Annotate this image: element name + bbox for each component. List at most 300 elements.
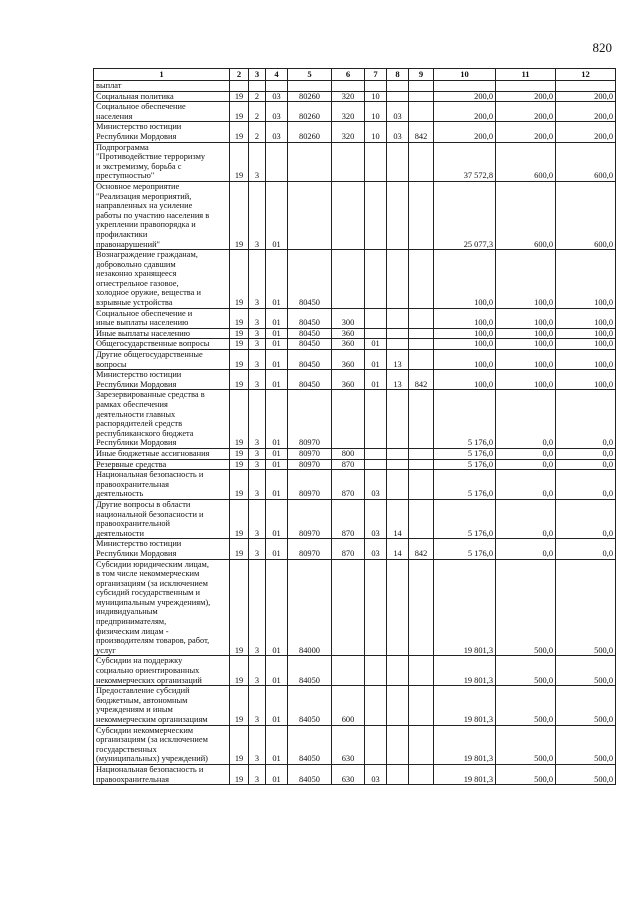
code-cell: 80970 [288, 459, 332, 470]
code-cell: 360 [332, 350, 365, 370]
row-name: Министерство юстиции Республики Мордовия [94, 370, 230, 390]
code-cell: 19 [230, 102, 249, 122]
code-cell [365, 142, 387, 181]
amount-cell: 600,0 [496, 181, 556, 249]
column-header-5: 5 [288, 69, 332, 81]
code-cell: 03 [365, 764, 387, 784]
code-cell: 3 [249, 539, 266, 559]
code-cell [365, 686, 387, 725]
row-name: Субсидии юридическим лицам, в том числе некоммерческим организациям (за исключением субсидий государственным и муниципальным учреждениям), индивидуальным предпринимателям, физическим лицам - производителям товаров, работ, услуг [94, 559, 230, 656]
code-cell: 84050 [288, 725, 332, 764]
code-cell: 03 [365, 539, 387, 559]
code-cell: 19 [230, 470, 249, 500]
amount-cell: 500,0 [496, 686, 556, 725]
amount-cell: 0,0 [556, 499, 616, 538]
code-cell: 01 [266, 250, 288, 309]
code-cell: 01 [266, 764, 288, 784]
table-cell [496, 81, 556, 92]
amount-cell: 500,0 [556, 764, 616, 784]
amount-cell: 0,0 [496, 470, 556, 500]
code-cell: 19 [230, 448, 249, 459]
code-cell: 01 [266, 539, 288, 559]
row-name: Предоставление субсидий бюджетным, автономным учреждениям и иным некоммерческим организациям [94, 686, 230, 725]
code-cell: 01 [365, 370, 387, 390]
code-cell: 870 [332, 459, 365, 470]
code-cell: 13 [387, 350, 409, 370]
amount-cell: 5 176,0 [434, 448, 496, 459]
code-cell: 03 [387, 122, 409, 142]
row-name: Вознаграждение гражданам, добровольно сдавшим незаконно хранящееся огнестрельное газовое, холодное оружие, вещества и взрывные устройства [94, 250, 230, 309]
code-cell: 03 [266, 91, 288, 102]
table-row [94, 250, 616, 309]
table-row [94, 470, 616, 500]
code-cell: 80970 [288, 448, 332, 459]
code-cell: 3 [249, 448, 266, 459]
code-cell: 3 [249, 250, 266, 309]
code-cell: 3 [249, 370, 266, 390]
code-cell [288, 142, 332, 181]
table-row [94, 764, 616, 784]
amount-cell: 100,0 [496, 308, 556, 328]
row-name: Иные бюджетные ассигнования [94, 448, 230, 459]
table-row [94, 390, 616, 449]
code-cell: 80450 [288, 308, 332, 328]
code-cell [288, 181, 332, 249]
amount-cell: 200,0 [496, 102, 556, 122]
code-cell: 19 [230, 725, 249, 764]
code-cell: 3 [249, 308, 266, 328]
code-cell: 300 [332, 308, 365, 328]
row-name: Социальное обеспечение и иные выплаты населению [94, 308, 230, 328]
amount-cell: 100,0 [556, 328, 616, 339]
code-cell: 84000 [288, 559, 332, 656]
code-cell: 80260 [288, 122, 332, 142]
code-cell [409, 339, 434, 350]
code-cell: 80970 [288, 539, 332, 559]
table-row [94, 181, 616, 249]
code-cell [332, 181, 365, 249]
table-row [94, 102, 616, 122]
code-cell: 01 [266, 390, 288, 449]
amount-cell: 19 801,3 [434, 559, 496, 656]
code-cell [365, 448, 387, 459]
code-cell: 80970 [288, 470, 332, 500]
code-cell: 19 [230, 390, 249, 449]
table-row [94, 91, 616, 102]
column-header-3: 3 [249, 69, 266, 81]
code-cell: 320 [332, 91, 365, 102]
table-row [94, 686, 616, 725]
amount-cell: 200,0 [556, 102, 616, 122]
code-cell [387, 328, 409, 339]
amount-cell: 0,0 [556, 390, 616, 449]
table-cell [387, 81, 409, 92]
code-cell: 19 [230, 499, 249, 538]
amount-cell: 0,0 [496, 459, 556, 470]
code-cell: 01 [365, 339, 387, 350]
code-cell: 03 [365, 499, 387, 538]
code-cell: 13 [387, 370, 409, 390]
amount-cell: 500,0 [496, 656, 556, 686]
code-cell: 870 [332, 499, 365, 538]
amount-cell: 600,0 [556, 181, 616, 249]
code-cell: 01 [266, 470, 288, 500]
table-row [94, 499, 616, 538]
table-header-row [94, 69, 616, 81]
code-cell [409, 559, 434, 656]
amount-cell: 0,0 [556, 470, 616, 500]
code-cell: 3 [249, 499, 266, 538]
code-cell [387, 142, 409, 181]
code-cell [332, 250, 365, 309]
code-cell [409, 448, 434, 459]
amount-cell: 500,0 [556, 656, 616, 686]
code-cell: 84050 [288, 656, 332, 686]
column-header-7: 7 [365, 69, 387, 81]
code-cell [387, 91, 409, 102]
amount-cell: 5 176,0 [434, 470, 496, 500]
code-cell: 19 [230, 122, 249, 142]
code-cell: 3 [249, 656, 266, 686]
code-cell: 19 [230, 328, 249, 339]
table-row [94, 539, 616, 559]
code-cell [409, 459, 434, 470]
code-cell [387, 764, 409, 784]
amount-cell: 500,0 [496, 725, 556, 764]
code-cell: 842 [409, 539, 434, 559]
code-cell: 19 [230, 350, 249, 370]
code-cell [409, 91, 434, 102]
code-cell [409, 764, 434, 784]
code-cell [365, 250, 387, 309]
row-name: Другие вопросы в области национальной безопасности и правоохранительной деятельности [94, 499, 230, 538]
amount-cell: 5 176,0 [434, 390, 496, 449]
code-cell: 80450 [288, 328, 332, 339]
code-cell: 19 [230, 686, 249, 725]
code-cell: 80450 [288, 250, 332, 309]
amount-cell: 0,0 [496, 499, 556, 538]
amount-cell: 100,0 [496, 370, 556, 390]
amount-cell: 200,0 [556, 91, 616, 102]
table-row [94, 448, 616, 459]
code-cell [409, 725, 434, 764]
amount-cell: 100,0 [434, 350, 496, 370]
code-cell: 01 [266, 370, 288, 390]
amount-cell: 5 176,0 [434, 459, 496, 470]
table-row [94, 656, 616, 686]
code-cell: 01 [266, 559, 288, 656]
code-cell [409, 350, 434, 370]
amount-cell: 600,0 [556, 142, 616, 181]
table-row [94, 308, 616, 328]
row-name: Общегосударственные вопросы [94, 339, 230, 350]
table-cell [434, 81, 496, 92]
code-cell: 01 [266, 181, 288, 249]
code-cell: 2 [249, 122, 266, 142]
code-cell: 360 [332, 328, 365, 339]
code-cell: 19 [230, 370, 249, 390]
code-cell: 19 [230, 250, 249, 309]
table-cell [266, 81, 288, 92]
column-header-9: 9 [409, 69, 434, 81]
amount-cell: 0,0 [556, 539, 616, 559]
table-cell [230, 81, 249, 92]
row-name: Подпрограмма "Противодействие терроризму и экстремизму, борьба с преступностью" [94, 142, 230, 181]
code-cell: 800 [332, 448, 365, 459]
code-cell: 19 [230, 764, 249, 784]
code-cell [365, 459, 387, 470]
code-cell: 360 [332, 339, 365, 350]
code-cell: 360 [332, 370, 365, 390]
amount-cell: 200,0 [434, 91, 496, 102]
code-cell [365, 559, 387, 656]
code-cell: 01 [365, 350, 387, 370]
amount-cell: 500,0 [556, 559, 616, 656]
code-cell [409, 102, 434, 122]
table-row [94, 350, 616, 370]
code-cell: 3 [249, 459, 266, 470]
code-cell: 3 [249, 764, 266, 784]
code-cell [387, 459, 409, 470]
column-header-6: 6 [332, 69, 365, 81]
amount-cell: 100,0 [434, 308, 496, 328]
table-row [94, 142, 616, 181]
code-cell [409, 142, 434, 181]
row-name: Министерство юстиции Республики Мордовия [94, 122, 230, 142]
row-name: Зарезервированные средства в рамках обеспечения деятельности главных распорядителей средств республиканского бюджета Республики Мордовия [94, 390, 230, 449]
code-cell: 80260 [288, 91, 332, 102]
code-cell: 19 [230, 559, 249, 656]
row-name: Субсидии на поддержку социально ориентированных некоммерческих организаций [94, 656, 230, 686]
code-cell: 3 [249, 181, 266, 249]
code-cell: 80450 [288, 350, 332, 370]
code-cell: 01 [266, 656, 288, 686]
amount-cell: 500,0 [556, 725, 616, 764]
code-cell: 320 [332, 122, 365, 142]
code-cell: 19 [230, 539, 249, 559]
code-cell: 10 [365, 122, 387, 142]
amount-cell: 200,0 [496, 91, 556, 102]
code-cell: 03 [266, 102, 288, 122]
table-row [94, 122, 616, 142]
amount-cell: 37 572,8 [434, 142, 496, 181]
row-name: Национальная безопасность и правоохранительная [94, 764, 230, 784]
code-cell: 2 [249, 102, 266, 122]
amount-cell: 100,0 [496, 250, 556, 309]
code-cell: 01 [266, 350, 288, 370]
code-cell: 01 [266, 308, 288, 328]
row-name: Министерство юстиции Республики Мордовия [94, 539, 230, 559]
amount-cell: 100,0 [556, 370, 616, 390]
code-cell: 3 [249, 350, 266, 370]
code-cell: 3 [249, 328, 266, 339]
code-cell: 842 [409, 370, 434, 390]
amount-cell: 200,0 [434, 122, 496, 142]
column-header-11: 11 [496, 69, 556, 81]
code-cell [409, 499, 434, 538]
code-cell: 14 [387, 499, 409, 538]
row-name: Социальная политика [94, 91, 230, 102]
code-cell [387, 390, 409, 449]
column-header-10: 10 [434, 69, 496, 81]
code-cell: 19 [230, 91, 249, 102]
code-cell [409, 470, 434, 500]
amount-cell: 200,0 [556, 122, 616, 142]
table-row [94, 339, 616, 350]
amount-cell: 100,0 [556, 250, 616, 309]
table-cell [365, 81, 387, 92]
code-cell: 600 [332, 686, 365, 725]
code-cell [387, 308, 409, 328]
code-cell: 842 [409, 122, 434, 142]
code-cell: 80450 [288, 339, 332, 350]
amount-cell: 5 176,0 [434, 499, 496, 538]
code-cell: 01 [266, 499, 288, 538]
code-cell [332, 390, 365, 449]
amount-cell: 100,0 [496, 339, 556, 350]
amount-cell: 100,0 [556, 339, 616, 350]
amount-cell: 100,0 [496, 350, 556, 370]
row-name: Другие общегосударственные вопросы [94, 350, 230, 370]
amount-cell: 500,0 [496, 764, 556, 784]
row-name: Социальное обеспечение населения [94, 102, 230, 122]
amount-cell: 100,0 [556, 308, 616, 328]
code-cell: 19 [230, 181, 249, 249]
column-header-2: 2 [230, 69, 249, 81]
table-row [94, 459, 616, 470]
amount-cell: 600,0 [496, 142, 556, 181]
table-cell [409, 81, 434, 92]
code-cell: 19 [230, 656, 249, 686]
code-cell [365, 725, 387, 764]
code-cell [387, 181, 409, 249]
code-cell: 870 [332, 539, 365, 559]
column-header-4: 4 [266, 69, 288, 81]
amount-cell: 500,0 [556, 686, 616, 725]
code-cell: 01 [266, 686, 288, 725]
code-cell: 3 [249, 686, 266, 725]
amount-cell: 100,0 [434, 339, 496, 350]
budget-table [93, 68, 616, 785]
code-cell [387, 448, 409, 459]
amount-cell: 0,0 [556, 459, 616, 470]
code-cell: 03 [387, 102, 409, 122]
code-cell [387, 725, 409, 764]
code-cell: 80260 [288, 102, 332, 122]
row-name: Основное мероприятие "Реализация мероприятий, направленных на усиление работы по участию населения в укреплении правопорядка и профилактики правонарушений" [94, 181, 230, 249]
code-cell: 3 [249, 470, 266, 500]
code-cell: 630 [332, 725, 365, 764]
continuation-row [94, 81, 616, 92]
code-cell [266, 142, 288, 181]
table-row [94, 725, 616, 764]
code-cell [409, 390, 434, 449]
table-cell [249, 81, 266, 92]
code-cell [332, 142, 365, 181]
continuation-text: выплат [94, 81, 230, 92]
amount-cell: 19 801,3 [434, 656, 496, 686]
code-cell: 80970 [288, 499, 332, 538]
code-cell: 2 [249, 91, 266, 102]
row-name: Субсидии некоммерческим организациям (за исключением государственных (муниципальных) учреждений) [94, 725, 230, 764]
row-name: Иные выплаты населению [94, 328, 230, 339]
amount-cell: 100,0 [434, 328, 496, 339]
code-cell [365, 390, 387, 449]
code-cell: 01 [266, 328, 288, 339]
code-cell: 19 [230, 142, 249, 181]
amount-cell: 25 077,3 [434, 181, 496, 249]
table-cell [556, 81, 616, 92]
code-cell [409, 308, 434, 328]
amount-cell: 0,0 [496, 448, 556, 459]
amount-cell: 200,0 [434, 102, 496, 122]
amount-cell: 100,0 [556, 350, 616, 370]
table-row [94, 328, 616, 339]
amount-cell: 19 801,3 [434, 725, 496, 764]
amount-cell: 200,0 [496, 122, 556, 142]
code-cell: 84050 [288, 686, 332, 725]
code-cell [409, 181, 434, 249]
code-cell [409, 656, 434, 686]
row-name: Резервные средства [94, 459, 230, 470]
table-row [94, 559, 616, 656]
code-cell: 3 [249, 142, 266, 181]
code-cell: 3 [249, 725, 266, 764]
code-cell [365, 181, 387, 249]
code-cell [365, 328, 387, 339]
code-cell [332, 656, 365, 686]
amount-cell: 0,0 [496, 539, 556, 559]
code-cell: 10 [365, 91, 387, 102]
code-cell: 3 [249, 559, 266, 656]
amount-cell: 100,0 [434, 370, 496, 390]
code-cell: 3 [249, 390, 266, 449]
code-cell [365, 308, 387, 328]
code-cell [387, 339, 409, 350]
code-cell: 03 [266, 122, 288, 142]
column-header-8: 8 [387, 69, 409, 81]
code-cell: 320 [332, 102, 365, 122]
code-cell [387, 559, 409, 656]
code-cell: 19 [230, 308, 249, 328]
code-cell [387, 470, 409, 500]
amount-cell: 100,0 [496, 328, 556, 339]
amount-cell: 5 176,0 [434, 539, 496, 559]
code-cell: 03 [365, 470, 387, 500]
code-cell: 01 [266, 448, 288, 459]
table-cell [332, 81, 365, 92]
code-cell [409, 686, 434, 725]
code-cell: 14 [387, 539, 409, 559]
code-cell [365, 656, 387, 686]
code-cell [387, 686, 409, 725]
code-cell [409, 328, 434, 339]
column-header-1: 1 [94, 69, 230, 81]
amount-cell: 0,0 [496, 390, 556, 449]
code-cell: 630 [332, 764, 365, 784]
code-cell [332, 559, 365, 656]
code-cell [409, 250, 434, 309]
table-row [94, 370, 616, 390]
code-cell: 01 [266, 725, 288, 764]
page-number: 820 [592, 40, 612, 55]
column-header-12: 12 [556, 69, 616, 81]
table-cell [288, 81, 332, 92]
code-cell: 01 [266, 339, 288, 350]
amount-cell: 19 801,3 [434, 764, 496, 784]
amount-cell: 500,0 [496, 559, 556, 656]
code-cell: 80450 [288, 370, 332, 390]
